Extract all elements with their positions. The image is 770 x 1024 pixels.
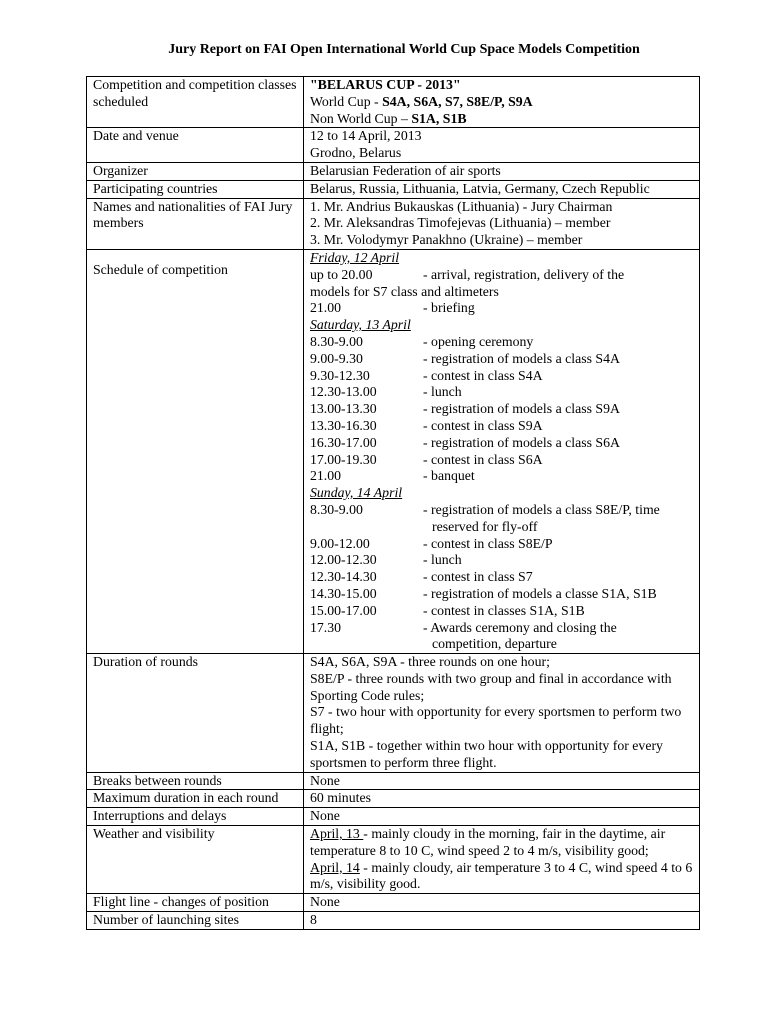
schedule-time: 12.30-13.00 [310, 384, 377, 400]
schedule-desc-wrap [423, 569, 695, 586]
max-duration-value: 60 minutes [304, 790, 700, 808]
schedule-item [310, 620, 695, 654]
schedule-desc: - registration of models a classe S1A, S1B [423, 585, 657, 601]
schedule-desc: - contest in classes S1A, S1B [423, 602, 585, 618]
row-label: Breaks between rounds [87, 772, 304, 790]
schedule-day-heading: Saturday, 13 April [310, 317, 411, 333]
schedule-desc-wrap [423, 351, 695, 368]
dates: 12 to 14 April, 2013 [310, 128, 422, 144]
launching-sites-value: 8 [304, 912, 700, 930]
schedule-item [310, 569, 695, 586]
non-world-cup-prefix: Non World Cup – [310, 110, 412, 126]
weather-text: - mainly cloudy, air temperature 3 to 4 C, wind speed 4 to 6 m/s, visibility good. [310, 859, 693, 892]
duration-line: S4A, S6A, S9A - three rounds on one hour; [310, 654, 550, 670]
schedule-item [310, 452, 695, 469]
weather-entry [310, 860, 695, 894]
schedule-desc: - registration of models a class S4A [423, 350, 620, 366]
schedule-item [310, 586, 695, 603]
schedule-value [304, 249, 700, 653]
weather-value [304, 826, 700, 894]
schedule-desc-wrap [423, 334, 695, 351]
table-row [87, 77, 700, 128]
weather-date: April, 14 [310, 859, 360, 875]
weather-entry [310, 826, 695, 860]
schedule-time: 17.30 [310, 619, 342, 635]
breaks-value: None [304, 772, 700, 790]
world-cup-classes: S4A, S6A, S7, S8E/P, S9A [382, 93, 533, 109]
schedule-item [310, 418, 695, 435]
schedule-time: up to 20.00 [310, 266, 373, 282]
schedule-time: 9.00-12.00 [310, 535, 370, 551]
schedule-desc: - opening ceremony [423, 333, 534, 349]
schedule-item [310, 368, 695, 385]
schedule-item [310, 401, 695, 418]
schedule-desc: - contest in class S4A [423, 367, 543, 383]
schedule-desc: - registration of models a class S8E/P, time [423, 501, 660, 517]
schedule-desc-wrap [423, 368, 695, 385]
row-label: Date and venue [87, 128, 304, 163]
schedule-desc: - contest in class S9A [423, 417, 543, 433]
schedule-desc-continued: competition, departure [432, 636, 557, 652]
schedule-desc: - lunch [423, 552, 462, 568]
schedule-item [310, 384, 695, 401]
schedule-time: 15.00-17.00 [310, 602, 377, 618]
schedule-day-heading: Friday, 12 April [310, 249, 400, 265]
schedule-desc: - contest in class S7 [423, 569, 533, 585]
schedule-desc: - briefing [423, 300, 475, 316]
weather-date: April, 13 [310, 826, 364, 842]
interruptions-value: None [304, 808, 700, 826]
duration-value [304, 654, 700, 773]
schedule-time: 8.30-9.00 [310, 501, 363, 517]
schedule-desc-wrap [423, 267, 695, 284]
schedule-desc: - Awards ceremony and closing the [423, 619, 617, 635]
table-row [87, 198, 700, 249]
schedule-desc-wrap [423, 452, 695, 469]
duration-line: S7 - two hour with opportunity for every sportsmen to perform two flight; [310, 704, 682, 737]
schedule-time: 9.30-12.30 [310, 367, 370, 383]
schedule-desc: - contest in class S6A [423, 451, 543, 467]
jury-member: 3. Mr. Volodymyr Panakhno (Ukraine) – member [310, 232, 583, 248]
weather-text: - mainly cloudy in the morning, fair in the daytime, air temperature 8 to 10 C, wind speed 2 to 4 m/s, visibility good; [310, 826, 666, 858]
schedule-day-heading: Sunday, 14 April [310, 485, 403, 501]
row-label: Competition and competition classes scheduled [87, 77, 304, 128]
date-value [304, 128, 700, 163]
schedule-item [310, 603, 695, 620]
schedule-desc: - registration of models a class S6A [423, 434, 620, 450]
schedule-time: 13.30-16.30 [310, 417, 377, 433]
countries-value: Belarus, Russia, Lithuania, Latvia, Germany, Czech Republic [304, 180, 700, 198]
schedule-item [310, 502, 695, 536]
schedule-time: 12.00-12.30 [310, 552, 377, 568]
schedule-item [310, 300, 695, 317]
schedule-item [310, 351, 695, 368]
schedule-item [310, 468, 695, 485]
schedule-desc-wrap [423, 300, 695, 317]
schedule-desc-wrap [423, 620, 695, 654]
row-label: Maximum duration in each round [87, 790, 304, 808]
schedule-item [310, 267, 695, 284]
schedule-desc-wrap [423, 435, 695, 452]
schedule-item [310, 334, 695, 351]
row-label: Interruptions and delays [87, 808, 304, 826]
jury-value [304, 198, 700, 249]
table-row [87, 772, 700, 790]
row-label [87, 249, 304, 653]
schedule-desc-wrap [423, 384, 695, 401]
schedule-desc-wrap [423, 552, 695, 569]
schedule-item [310, 536, 695, 553]
schedule-desc-wrapped: models for S7 class and altimeters [310, 283, 499, 299]
non-world-cup-line [310, 111, 695, 128]
schedule-desc: - lunch [423, 384, 462, 400]
schedule-time: 13.00-13.30 [310, 401, 377, 417]
schedule-item [310, 435, 695, 452]
row-label: Duration of rounds [87, 654, 304, 773]
schedule-time: 12.30-14.30 [310, 569, 377, 585]
schedule-time: 16.30-17.00 [310, 434, 377, 450]
schedule-desc: - contest in class S8E/P [423, 535, 553, 551]
schedule-desc: - arrival, registration, delivery of the [423, 266, 625, 282]
schedule-time: 21.00 [310, 300, 342, 316]
table-row [87, 654, 700, 773]
schedule-desc-wrap [423, 603, 695, 620]
table-row [87, 162, 700, 180]
flight-line-value: None [304, 894, 700, 912]
schedule-time: 21.00 [310, 468, 342, 484]
table-row [87, 894, 700, 912]
row-label: Organizer [87, 162, 304, 180]
schedule-desc-wrap [423, 536, 695, 553]
row-label: Number of launching sites [87, 912, 304, 930]
jury-member: 2. Mr. Aleksandras Timofejevas (Lithuania) – member [310, 215, 611, 231]
table-row [87, 128, 700, 163]
schedule-time: 14.30-15.00 [310, 585, 377, 601]
table-row [87, 180, 700, 198]
schedule-item [310, 552, 695, 569]
jury-member: 1. Mr. Andrius Bukauskas (Lithuania) - Jury Chairman [310, 198, 613, 214]
row-label: Flight line - changes of position [87, 894, 304, 912]
world-cup-line [310, 94, 695, 111]
schedule-time: 8.30-9.00 [310, 333, 363, 349]
jury-report-table [86, 76, 700, 930]
schedule-desc-wrap [423, 401, 695, 418]
non-world-cup-classes: S1A, S1B [411, 110, 467, 126]
row-label: Names and nationalities of FAI Jury members [87, 198, 304, 249]
competition-name: "BELARUS CUP - 2013" [310, 77, 461, 92]
world-cup-prefix: World Cup - [310, 93, 383, 109]
duration-line: S1A, S1B - together within two hour with opportunity for every sportsmen to perform three flight. [310, 738, 663, 770]
duration-line: S8E/P - three rounds with two group and final in accordance with Sporting Code rules; [310, 670, 672, 703]
venue: Grodno, Belarus [310, 145, 402, 161]
table-row [87, 249, 700, 653]
schedule-desc-wrap [423, 502, 695, 536]
organizer-value: Belarusian Federation of air sports [304, 162, 700, 180]
schedule-desc-wrap [423, 418, 695, 435]
table-row [87, 790, 700, 808]
schedule-label: Schedule of competition [93, 261, 228, 277]
schedule-desc: - banquet [423, 468, 475, 484]
page-title: Jury Report on FAI Open International World Cup Space Models Competition [168, 42, 640, 57]
competition-value [304, 77, 700, 128]
schedule-time: 9.00-9.30 [310, 350, 363, 366]
schedule-desc-wrap [423, 468, 695, 485]
schedule-desc: - registration of models a class S9A [423, 401, 620, 417]
schedule-desc-wrap [423, 586, 695, 603]
table-row [87, 808, 700, 826]
row-label: Participating countries [87, 180, 304, 198]
table-row [87, 912, 700, 930]
table-row [87, 826, 700, 894]
schedule-time: 17.00-19.30 [310, 451, 377, 467]
row-label: Weather and visibility [87, 826, 304, 894]
schedule-desc-continued: reserved for fly-off [432, 518, 538, 534]
